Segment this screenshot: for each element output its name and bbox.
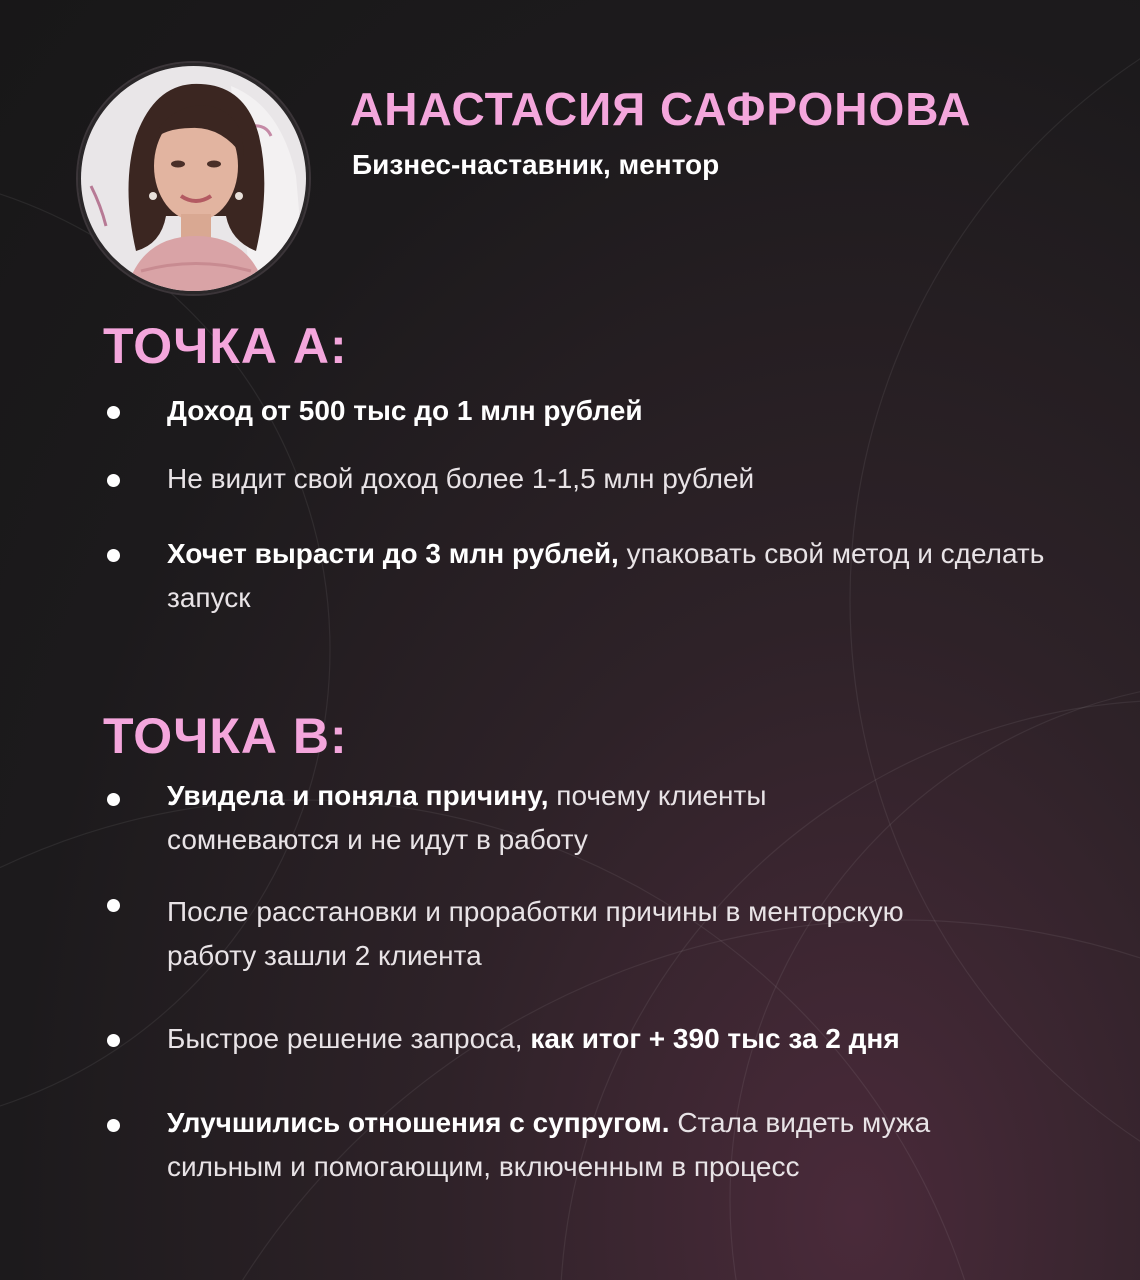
bullet-icon [107,406,120,419]
bullet-icon [107,549,120,562]
point-b-item-4 [167,1101,1047,1189]
item-text: Стала видеть мужа сильным и помогающим, включенным в процесс [167,1107,931,1182]
item-bold-text: Доход от 500 тыс до 1 млн рублей [167,395,643,426]
item-text: После расстановки и проработки причины в менторскую работу зашли 2 клиента [167,896,904,971]
bullet-icon [107,793,120,806]
point-a-item-1 [167,389,1067,433]
portrait-image [81,66,306,291]
item-text: Быстрое решение запроса, [167,1023,531,1054]
point-a-item-3 [167,532,1067,620]
person-name: АНАСТАСИЯ САФРОНОВА [350,83,972,135]
bullet-icon [107,474,120,487]
point-b-item-1 [167,774,907,862]
section-title-point-b: ТОЧКА В: [103,708,348,764]
item-text: Не видит свой доход более 1-1,5 млн рублей [167,463,755,494]
avatar [78,63,309,294]
item-bold-text: Увидела и поняла причину, [167,780,549,811]
point-a-item-2 [167,457,1067,501]
point-b-item-3 [167,1017,1107,1061]
item-bold-text: Улучшились отношения с супругом. [167,1107,670,1138]
bullet-icon [107,899,120,912]
item-text: упаковать свой метод и сделать запуск [167,538,1045,613]
bullet-icon [107,1119,120,1132]
item-bold-text: как итог + 390 тыс за 2 дня [530,1023,900,1054]
point-b-item-2 [167,890,907,978]
section-title-point-a: ТОЧКА А: [103,318,348,374]
item-text: почему клиенты сомневаются и не идут в работу [167,780,767,855]
item-bold-text: Хочет вырасти до 3 млн рублей, [167,538,619,569]
bullet-icon [107,1034,120,1047]
person-role: Бизнес-наставник, ментор [352,149,720,180]
